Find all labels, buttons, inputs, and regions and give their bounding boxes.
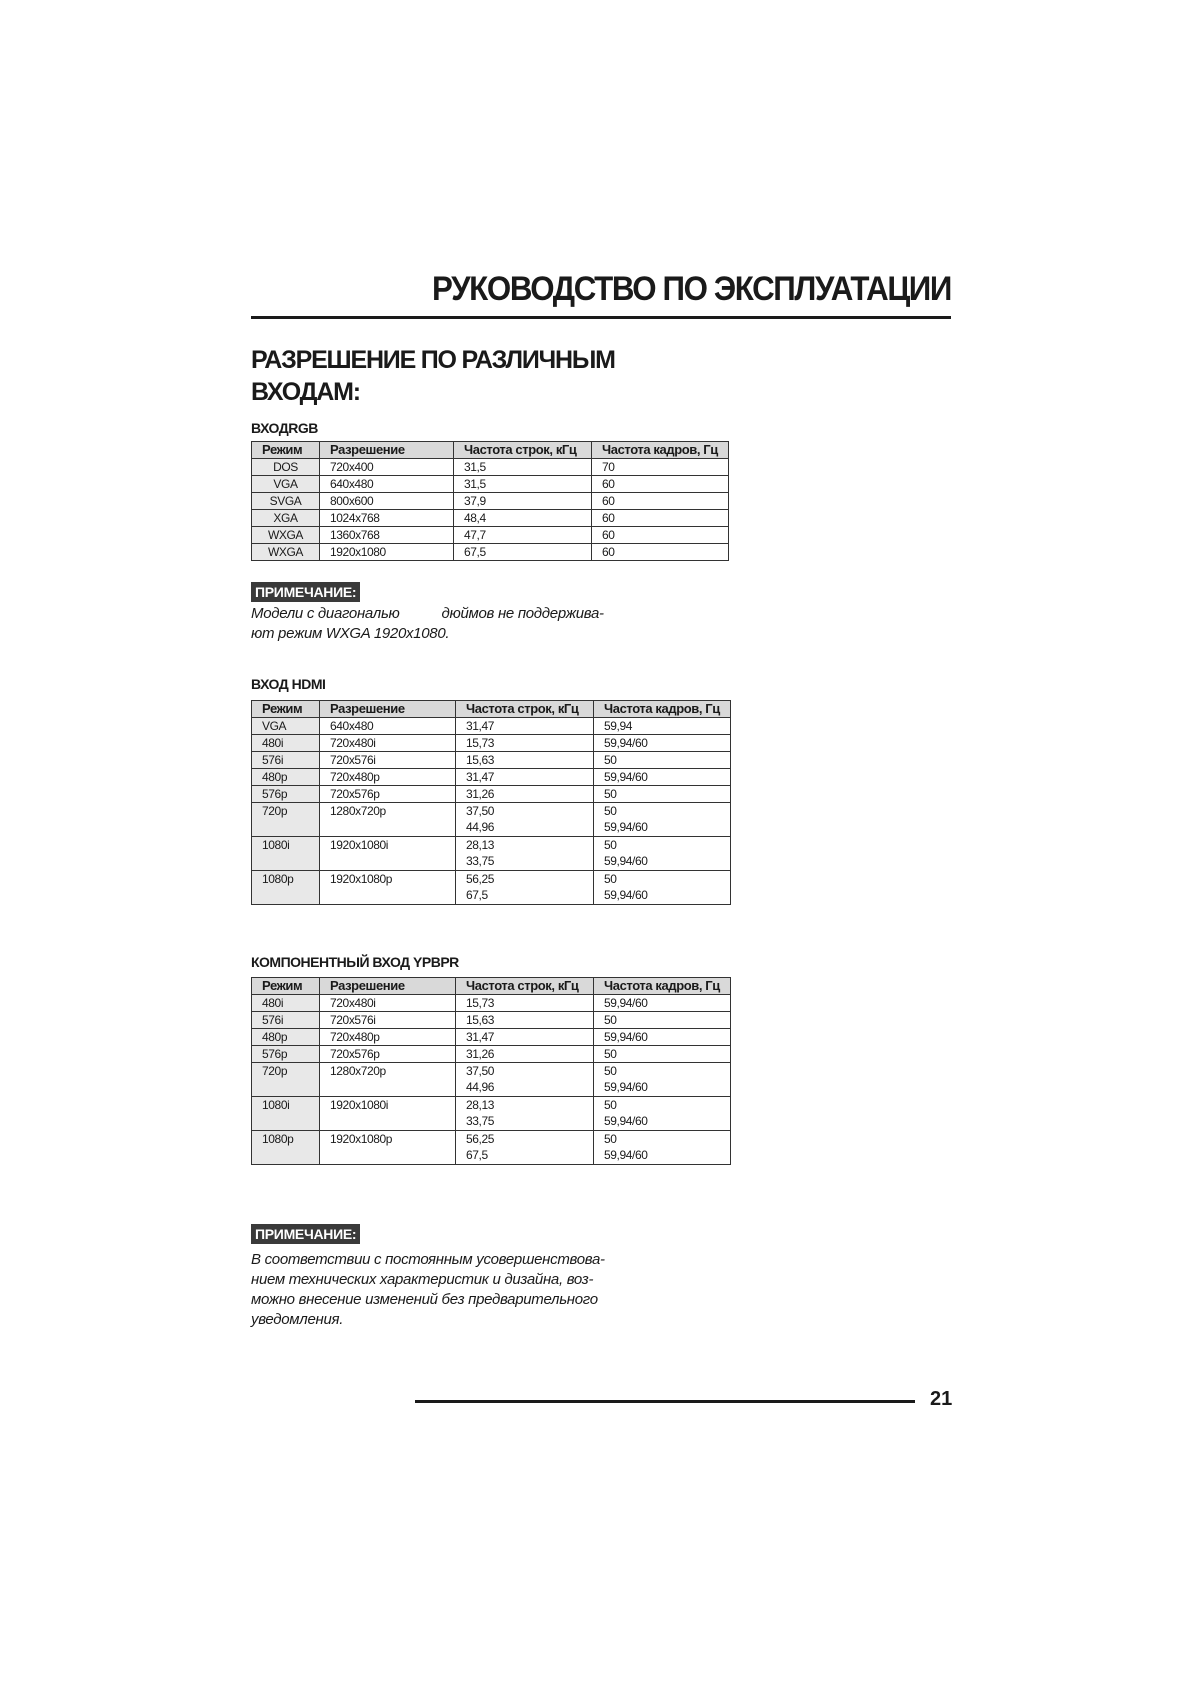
rgb-title: ВХОДRGB	[251, 420, 318, 436]
cell-mode: 480i	[252, 995, 320, 1012]
cell-mode: 1080i	[252, 837, 320, 871]
cell-value: 59,94/60	[604, 854, 648, 868]
cell-hfreq	[456, 1063, 594, 1097]
note-line: ют режим WXGA 1920x1080.	[251, 625, 450, 642]
footer-rule	[415, 1400, 915, 1403]
cell-hfreq: 31,47	[456, 769, 594, 786]
cell-hfreq	[456, 871, 594, 905]
cell-resolution: 1360x768	[320, 527, 454, 544]
cell-resolution: 720x576p	[320, 1046, 456, 1063]
cell-mode: VGA	[252, 718, 320, 735]
column-header-hfreq: Частота строк, кГц	[454, 442, 592, 459]
cell-value: 56,25	[466, 872, 495, 886]
table-row	[252, 476, 729, 493]
hdmi-header-row	[252, 701, 731, 718]
ypbpr-title: КОМПОНЕНТНЫЙ ВХОД YPBPR	[251, 954, 459, 970]
cell-mode: 1080p	[252, 1131, 320, 1165]
note-text	[251, 1250, 605, 1330]
cell-hfreq: 37,9	[454, 493, 592, 510]
cell-value: 50	[604, 804, 617, 818]
cell-vfreq: 59,94	[594, 718, 731, 735]
cell-hfreq: 15,63	[456, 752, 594, 769]
cell-resolution: 1920x1080	[320, 544, 454, 561]
cell-vfreq: 70	[592, 459, 729, 476]
cell-vfreq	[594, 1097, 731, 1131]
table-row	[252, 786, 731, 803]
cell-mode: 480i	[252, 735, 320, 752]
cell-mode: WXGA	[252, 544, 320, 561]
cell-resolution: 720x400	[320, 459, 454, 476]
table-row	[252, 459, 729, 476]
cell-resolution: 800x600	[320, 493, 454, 510]
cell-value: 56,25	[466, 1132, 495, 1146]
table-row	[252, 837, 731, 871]
note-line: В соответствии с постоянным усовершенствова-	[251, 1251, 605, 1268]
cell-hfreq: 15,73	[456, 995, 594, 1012]
table-row	[252, 1029, 731, 1046]
cell-mode: VGA	[252, 476, 320, 493]
note-text	[251, 604, 604, 644]
table-row	[252, 510, 729, 527]
cell-hfreq: 48,4	[454, 510, 592, 527]
cell-mode: 576p	[252, 1046, 320, 1063]
table-row	[252, 871, 731, 905]
cell-resolution: 1920x1080p	[320, 871, 456, 905]
cell-hfreq: 15,73	[456, 735, 594, 752]
cell-value: 59,94/60	[604, 888, 648, 902]
cell-value: 50	[604, 1064, 617, 1078]
cell-vfreq	[594, 1063, 731, 1097]
header-rule	[251, 316, 951, 319]
cell-vfreq: 60	[592, 544, 729, 561]
table-row	[252, 1012, 731, 1029]
cell-value: 44,96	[466, 820, 495, 834]
cell-value: 33,75	[466, 1114, 495, 1128]
note-line-part: Модели с диагональю	[251, 605, 400, 622]
table-row	[252, 493, 729, 510]
cell-mode: 1080p	[252, 871, 320, 905]
note-line-part: дюймов не поддержива-	[441, 605, 604, 622]
cell-mode: SVGA	[252, 493, 320, 510]
cell-resolution: 720x576i	[320, 752, 456, 769]
cell-resolution: 720x480i	[320, 735, 456, 752]
table-row	[252, 769, 731, 786]
page-header: РУКОВОДСТВО ПО ЭКСПЛУАТАЦИИ	[432, 270, 951, 308]
cell-value: 33,75	[466, 854, 495, 868]
cell-vfreq: 60	[592, 493, 729, 510]
cell-vfreq: 60	[592, 527, 729, 544]
cell-vfreq	[594, 837, 731, 871]
cell-mode: WXGA	[252, 527, 320, 544]
section-title	[251, 344, 651, 408]
column-header-vfreq: Частота кадров, Гц	[594, 701, 731, 718]
cell-resolution: 720x480i	[320, 995, 456, 1012]
cell-resolution: 1920x1080i	[320, 837, 456, 871]
cell-mode: 576i	[252, 752, 320, 769]
cell-resolution: 720x576p	[320, 786, 456, 803]
table-row	[252, 1046, 731, 1063]
cell-resolution: 1280x720p	[320, 1063, 456, 1097]
column-header-resolution: Разрешение	[320, 701, 456, 718]
cell-hfreq	[456, 1097, 594, 1131]
table-row	[252, 544, 729, 561]
table-row	[252, 752, 731, 769]
cell-vfreq: 50	[594, 1046, 731, 1063]
column-header-hfreq: Частота строк, кГц	[456, 978, 594, 995]
cell-value: 59,94/60	[604, 1148, 648, 1162]
cell-vfreq: 59,94/60	[594, 769, 731, 786]
cell-resolution: 1920x1080p	[320, 1131, 456, 1165]
cell-resolution: 1024x768	[320, 510, 454, 527]
cell-mode: DOS	[252, 459, 320, 476]
cell-mode: 576p	[252, 786, 320, 803]
cell-hfreq	[456, 1131, 594, 1165]
cell-vfreq	[594, 871, 731, 905]
cell-value: 50	[604, 1132, 617, 1146]
cell-hfreq: 31,26	[456, 1046, 594, 1063]
cell-vfreq: 59,94/60	[594, 995, 731, 1012]
table-row	[252, 735, 731, 752]
cell-mode: 1080i	[252, 1097, 320, 1131]
cell-vfreq: 50	[594, 786, 731, 803]
cell-mode: 480p	[252, 769, 320, 786]
note-line	[251, 604, 604, 624]
cell-vfreq: 59,94/60	[594, 1029, 731, 1046]
cell-resolution: 640x480	[320, 718, 456, 735]
section-title-line2: ВХОДАМ:	[251, 378, 360, 406]
table-row	[252, 995, 731, 1012]
rgb-table	[251, 441, 729, 561]
rgb-header-row	[252, 442, 729, 459]
column-header-mode: Режим	[252, 442, 320, 459]
hdmi-table	[251, 700, 731, 905]
cell-value: 50	[604, 838, 617, 852]
cell-value: 67,5	[466, 888, 488, 902]
column-header-resolution: Разрешение	[320, 442, 454, 459]
table-row	[252, 1097, 731, 1131]
cell-value: 37,50	[466, 1064, 495, 1078]
cell-value: 50	[604, 872, 617, 886]
column-header-resolution: Разрешение	[320, 978, 456, 995]
cell-resolution: 640x480	[320, 476, 454, 493]
cell-vfreq	[594, 803, 731, 837]
page-number: 21	[930, 1388, 953, 1410]
column-header-mode: Режим	[252, 978, 320, 995]
cell-resolution: 1920x1080i	[320, 1097, 456, 1131]
cell-hfreq: 15,63	[456, 1012, 594, 1029]
column-header-vfreq: Частота кадров, Гц	[594, 978, 731, 995]
cell-hfreq: 67,5	[454, 544, 592, 561]
cell-vfreq: 60	[592, 476, 729, 493]
cell-mode: 720p	[252, 1063, 320, 1097]
cell-mode: 576i	[252, 1012, 320, 1029]
note-line: нием технических характеристик и дизайна, воз-	[251, 1271, 594, 1288]
hdmi-title: ВХОД HDMI	[251, 676, 326, 692]
note-label: ПРИМЕЧАНИЕ:	[251, 1224, 360, 1244]
column-header-mode: Режим	[252, 701, 320, 718]
cell-resolution: 720x480p	[320, 1029, 456, 1046]
cell-vfreq	[594, 1131, 731, 1165]
cell-hfreq: 31,47	[456, 718, 594, 735]
cell-resolution: 720x480p	[320, 769, 456, 786]
column-header-vfreq: Частота кадров, Гц	[592, 442, 729, 459]
column-header-hfreq: Частота строк, кГц	[456, 701, 594, 718]
cell-vfreq: 50	[594, 1012, 731, 1029]
note-label: ПРИМЕЧАНИЕ:	[251, 582, 360, 602]
cell-value: 59,94/60	[604, 1114, 648, 1128]
ypbpr-table	[251, 977, 731, 1165]
cell-value: 59,94/60	[604, 1080, 648, 1094]
cell-hfreq: 31,26	[456, 786, 594, 803]
cell-vfreq: 50	[594, 752, 731, 769]
cell-hfreq: 31,5	[454, 476, 592, 493]
table-row	[252, 1131, 731, 1165]
ypbpr-header-row	[252, 978, 731, 995]
section-title-line1: РАЗРЕШЕНИЕ ПО РАЗЛИЧНЫМ	[251, 346, 615, 374]
table-row	[252, 718, 731, 735]
cell-value: 44,96	[466, 1080, 495, 1094]
table-row	[252, 527, 729, 544]
cell-resolution: 720x576i	[320, 1012, 456, 1029]
cell-resolution: 1280x720p	[320, 803, 456, 837]
cell-value: 59,94/60	[604, 820, 648, 834]
table-row	[252, 803, 731, 837]
table-row	[252, 1063, 731, 1097]
cell-value: 67,5	[466, 1148, 488, 1162]
cell-vfreq: 60	[592, 510, 729, 527]
cell-hfreq	[456, 837, 594, 871]
cell-value: 37,50	[466, 804, 495, 818]
cell-hfreq	[456, 803, 594, 837]
cell-mode: 480p	[252, 1029, 320, 1046]
cell-value: 28,13	[466, 1098, 495, 1112]
cell-value: 50	[604, 1098, 617, 1112]
cell-vfreq: 59,94/60	[594, 735, 731, 752]
cell-mode: 720p	[252, 803, 320, 837]
cell-mode: XGA	[252, 510, 320, 527]
note-line: уведомления.	[251, 1311, 344, 1328]
note-line: можно внесение изменений без предварительного	[251, 1291, 598, 1308]
cell-hfreq: 31,5	[454, 459, 592, 476]
cell-hfreq: 47,7	[454, 527, 592, 544]
cell-value: 28,13	[466, 838, 495, 852]
cell-hfreq: 31,47	[456, 1029, 594, 1046]
